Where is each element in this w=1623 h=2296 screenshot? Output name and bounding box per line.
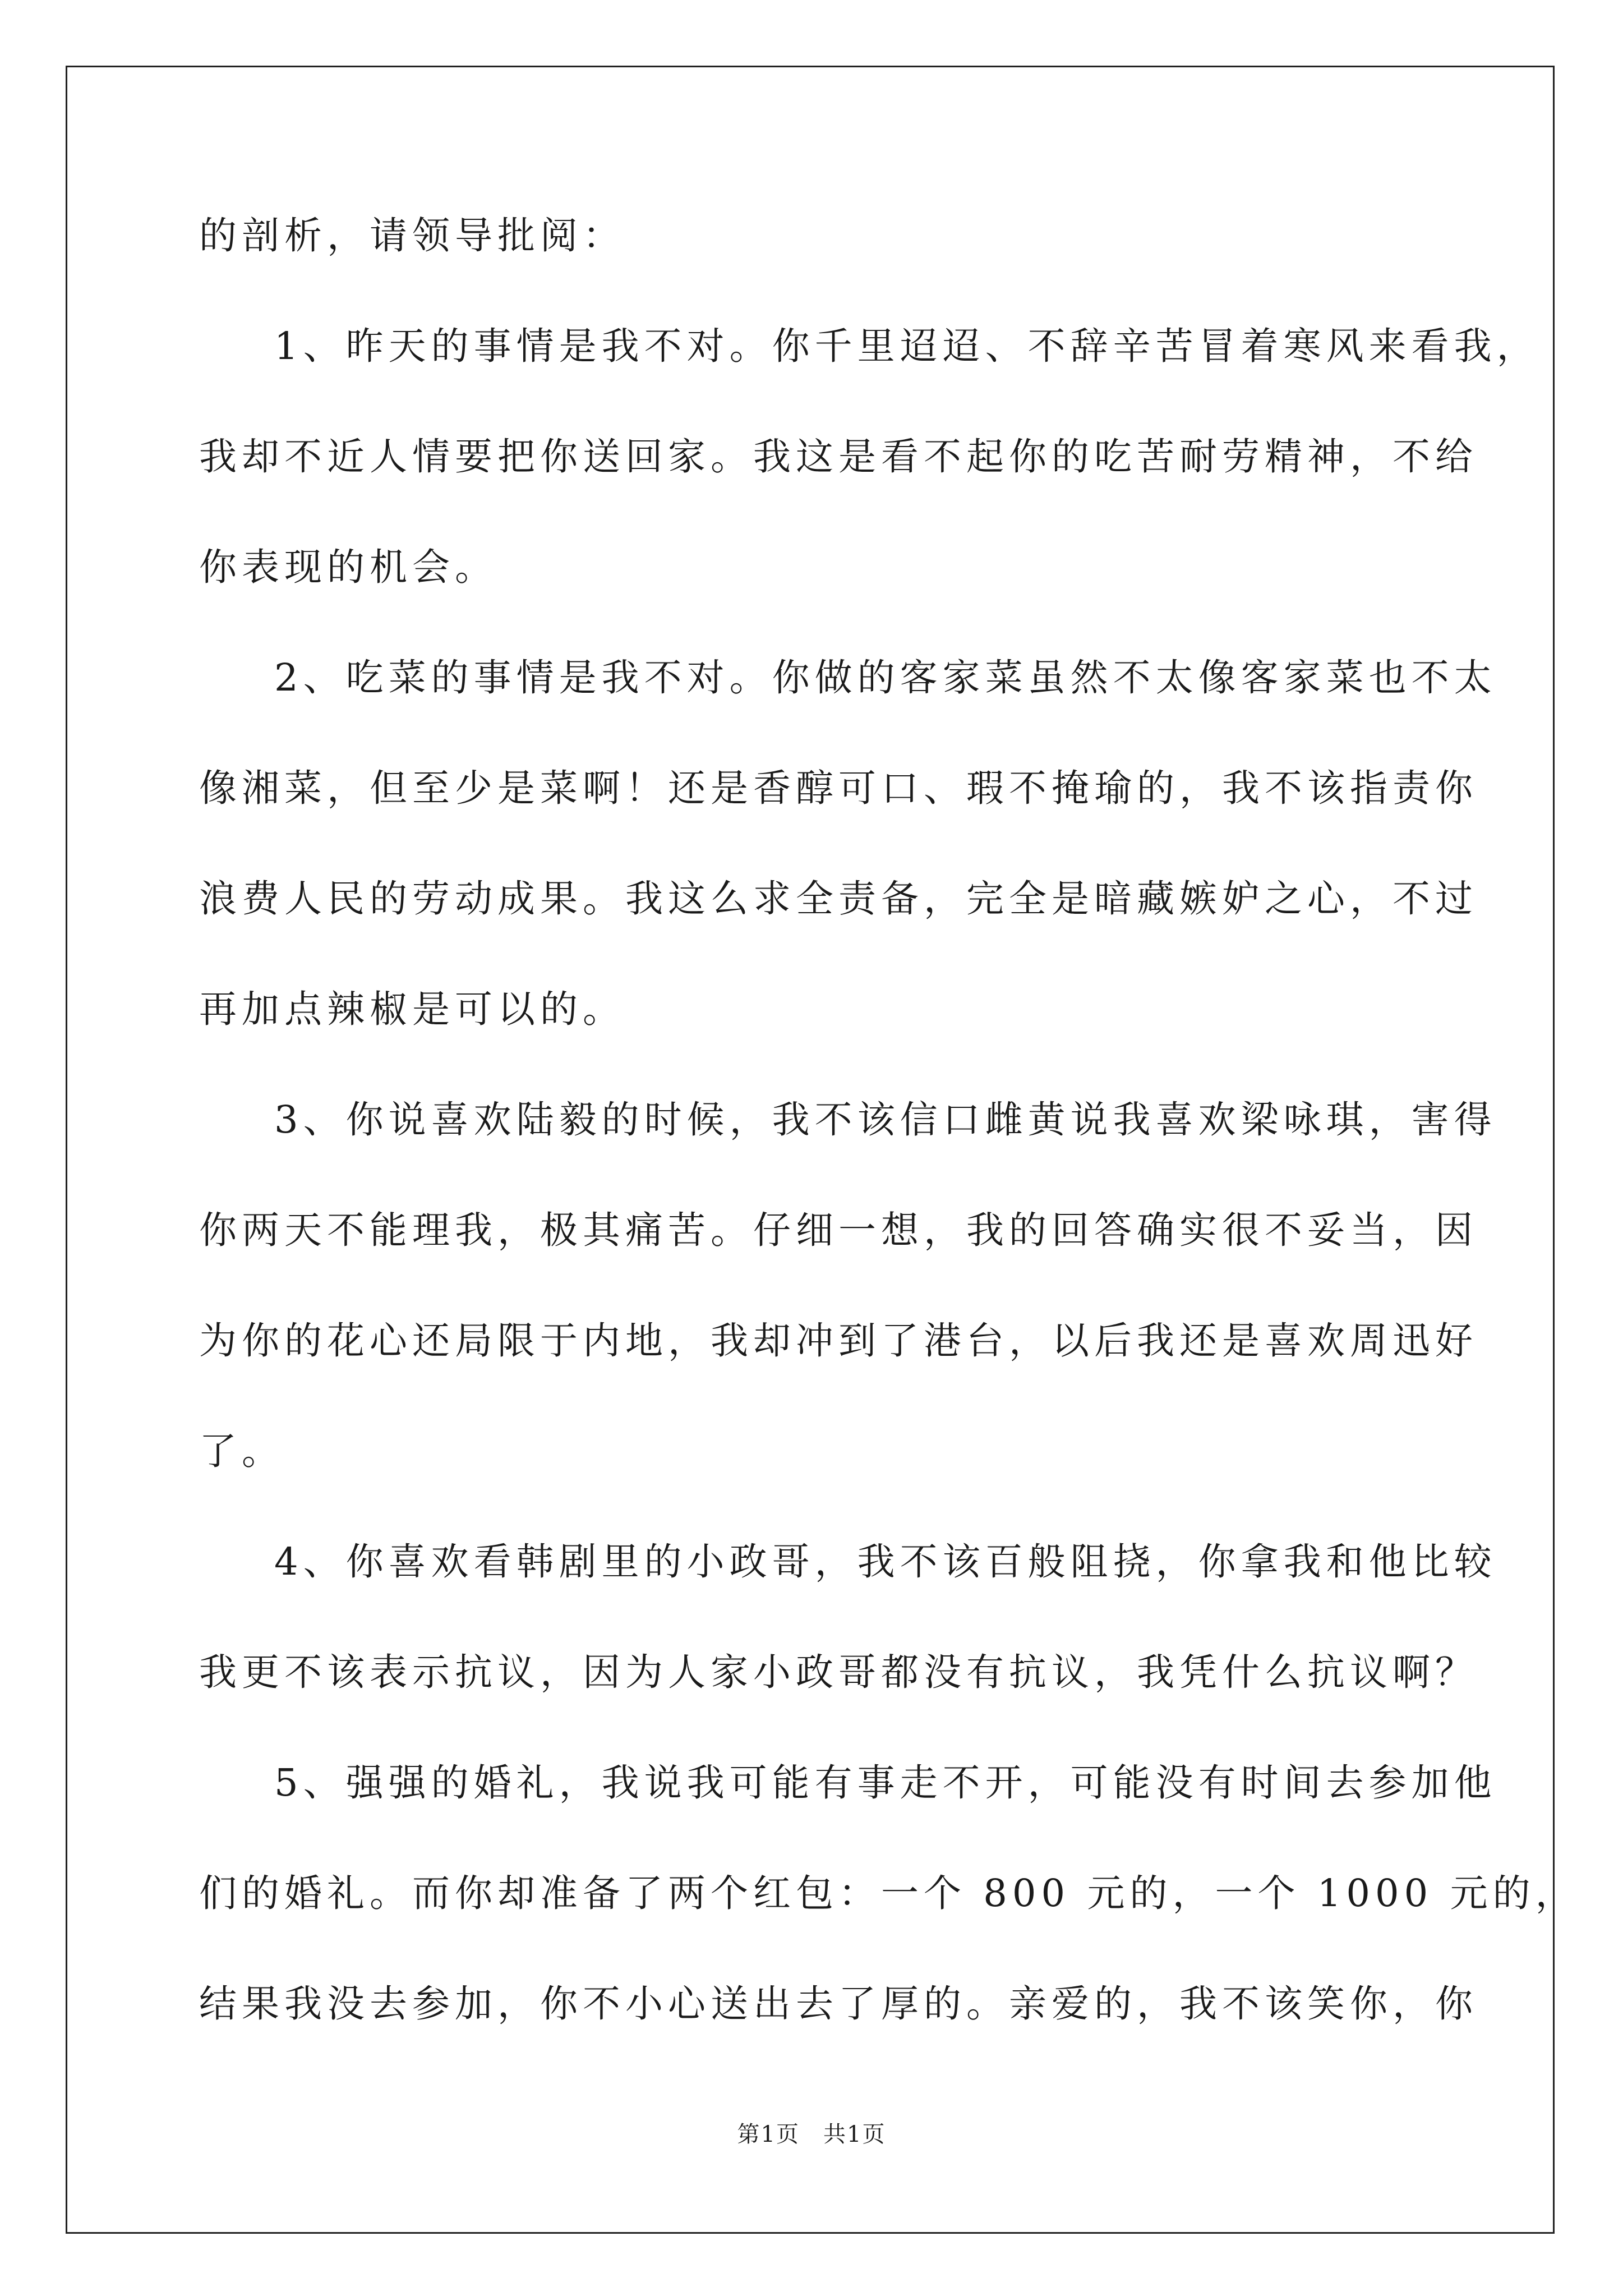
paragraph-3-line: 为你的花心还局限于内地，我却冲到了港台，以后我还是喜欢周迅好 — [199, 1319, 1478, 1363]
text-line: 的剖析，请领导批阅： — [199, 214, 625, 257]
paragraph-1-line: 1、昨天的事情是我不对。你千里迢迢、不辞辛苦冒着寒风来看我， — [274, 324, 1539, 368]
paragraph-3-line: 3、你说喜欢陆毅的时候，我不该信口雌黄说我喜欢梁咏琪，害得 — [274, 1098, 1497, 1142]
paragraph-3-line: 你两天不能理我，极其痛苦。仔细一想，我的回答确实很不妥当，因 — [199, 1208, 1478, 1252]
paragraph-3-line: 了。 — [199, 1429, 284, 1473]
paragraph-5-line: 们的婚礼。而你却准备了两个红包：一个 800 元的，一个 1000 元的， — [199, 1871, 1578, 1915]
paragraph-1-line: 我却不近人情要把你送回家。我这是看不起你的吃苦耐劳精神，不给 — [199, 435, 1478, 478]
paragraph-2-line: 像湘菜，但至少是菜啊！还是香醇可口、瑕不掩瑜的，我不该指责你 — [199, 766, 1478, 810]
page-footer: 第1页 共1页 — [737, 2122, 886, 2147]
paragraph-4-line: 我更不该表示抗议，因为人家小政哥都没有抗议，我凭什么抗议啊？ — [199, 1650, 1478, 1694]
paragraph-2-line: 再加点辣椒是可以的。 — [199, 987, 625, 1031]
paragraph-5-line: 结果我没去参加，你不小心送出去了厚的。亲爱的，我不该笑你，你 — [199, 1982, 1478, 2026]
paragraph-5-line: 5、强强的婚礼，我说我可能有事走不开，可能没有时间去参加他 — [274, 1761, 1497, 1805]
paragraph-2-line: 2、吃菜的事情是我不对。你做的客家菜虽然不太像客家菜也不太 — [274, 656, 1497, 700]
paragraph-4-line: 4、你喜欢看韩剧里的小政哥，我不该百般阻挠，你拿我和他比较 — [274, 1540, 1497, 1584]
paragraph-1-line: 你表现的机会。 — [199, 545, 497, 589]
paragraph-2-line: 浪费人民的劳动成果。我这么求全责备，完全是暗藏嫉妒之心，不过 — [199, 877, 1478, 921]
